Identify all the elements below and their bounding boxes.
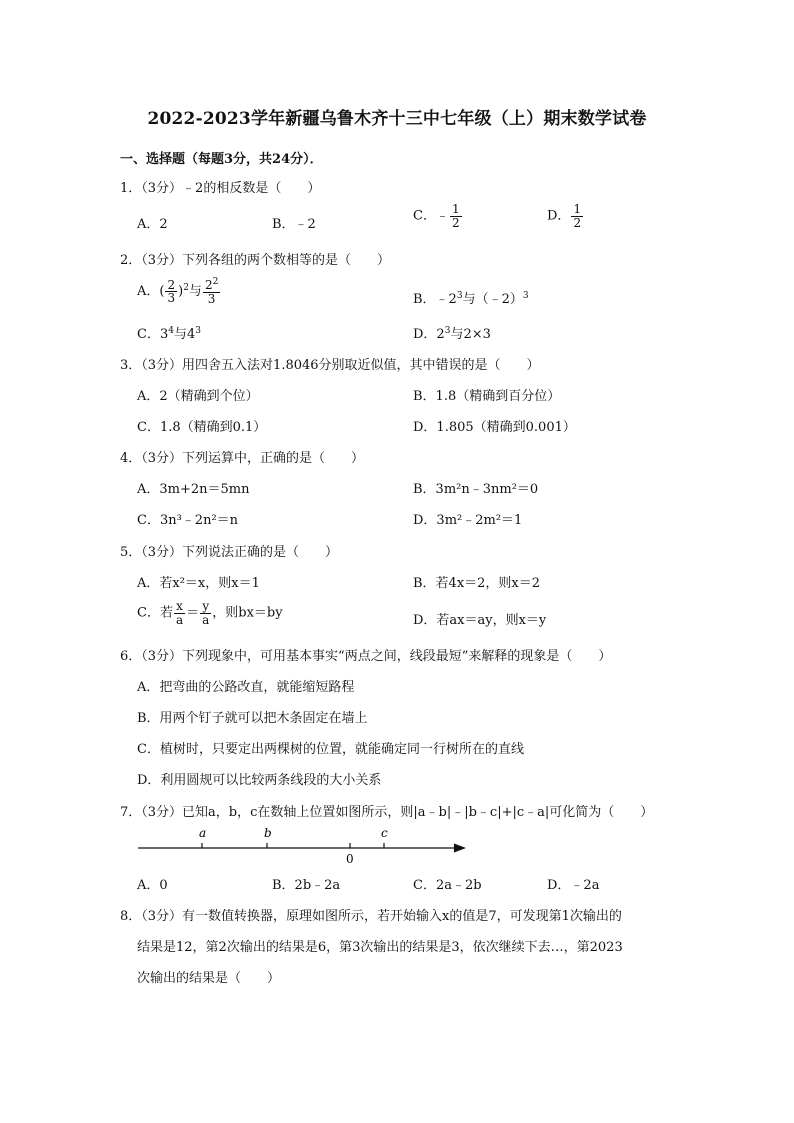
text: ＝ xyxy=(186,605,200,621)
numerator xyxy=(203,278,220,293)
section-heading: 一、选择题（每题3分，共24分）． xyxy=(120,152,323,167)
q5-option-d: D．若ax＝ay，则x＝y xyxy=(413,613,547,628)
numerator: y xyxy=(200,600,211,614)
denominator: 3 xyxy=(207,291,216,306)
label-c: c xyxy=(381,826,388,840)
q1-option-d xyxy=(547,203,584,229)
q7-option-d: D．﹣2a xyxy=(547,878,600,893)
connector: 与 xyxy=(188,284,202,300)
q5-option-b: B．若4x＝2，则x＝2 xyxy=(413,576,541,591)
page-title: 2022-2023学年新疆乌鲁木齐十三中七年级（上）期末数学试卷 xyxy=(147,109,647,129)
q1-option-c xyxy=(413,203,463,229)
text: 与4 xyxy=(173,327,196,342)
q5-option-a: A．若x²＝x，则x＝1 xyxy=(137,576,260,591)
numerator: 1 xyxy=(451,202,460,216)
numerator: 2 xyxy=(167,277,176,292)
question-2-stem: 2．（3分）下列各组的两个数相等的是（ ） xyxy=(120,253,391,268)
q5-option-c xyxy=(137,600,283,626)
q3-option-c: C．1.8（精确到0.1） xyxy=(137,420,267,435)
fraction xyxy=(203,278,220,305)
q2-option-d xyxy=(413,323,491,342)
q7-option-a: A．0 xyxy=(137,878,168,893)
exponent: 2 xyxy=(183,283,189,294)
number-line-figure xyxy=(130,822,475,868)
q1-option-c-prefix: C．﹣ xyxy=(413,208,449,224)
fraction xyxy=(174,600,185,626)
text: C．若 xyxy=(137,605,173,621)
q4-option-a: A．3m+2n＝5mn xyxy=(137,482,250,497)
q2-option-a-prefix: A．( xyxy=(137,284,165,300)
q1-option-c-fraction xyxy=(450,203,462,229)
q6-option-d: D．利用圆规可以比较两条线段的大小关系 xyxy=(137,773,382,788)
q1-option-a: A．2 xyxy=(137,217,168,232)
q3-option-b: B．1.8（精确到百分位） xyxy=(413,389,561,404)
q6-option-c: C．植树时，只要定出两棵树的位置，就能确定同一行树所在的直线 xyxy=(137,742,524,757)
q3-option-d: D．1.805（精确到0.001） xyxy=(413,420,576,435)
text: D．2 xyxy=(413,327,445,342)
text: 与（﹣2） xyxy=(462,292,523,307)
question-4-stem: 4．（3分）下列运算中，正确的是（ ） xyxy=(120,451,365,466)
q7-option-b: B．2b﹣2a xyxy=(272,878,341,893)
denominator: 2 xyxy=(573,215,582,230)
exponent: 3 xyxy=(195,326,201,336)
question-8-line-2: 结果是12，第2次输出的结果是6，第3次输出的结果是3，依次继续下去…，第2023 xyxy=(137,940,623,955)
q2-option-c xyxy=(137,323,201,342)
fraction xyxy=(200,600,211,626)
denominator: 3 xyxy=(167,291,176,306)
question-8-line-3: 次输出的结果是（ ） xyxy=(137,971,281,986)
paren-close: ) xyxy=(178,284,184,300)
q1-option-d-fraction xyxy=(571,203,583,229)
exponent: 3 xyxy=(444,326,451,336)
text: C．3 xyxy=(137,327,169,342)
exponent: 3 xyxy=(456,291,463,301)
question-5-stem: 5．（3分）下列说法正确的是（ ） xyxy=(120,545,339,560)
text: B．﹣2 xyxy=(413,292,457,307)
q4-option-b: B．3m²n﹣3nm²＝0 xyxy=(413,482,539,497)
question-3-stem: 3．（3分）用四舍五入法对1.8046分别取近似值，其中错误的是（ ） xyxy=(120,358,540,373)
q2-option-a xyxy=(137,278,221,305)
exponent: 3 xyxy=(522,291,529,301)
numerator: x xyxy=(174,600,185,614)
q6-option-b: B．用两个钉子就可以把木条固定在墙上 xyxy=(137,711,368,726)
q4-option-c: C．3n³﹣2n²＝n xyxy=(137,513,239,528)
q4-option-d: D．3m²﹣2m²＝1 xyxy=(413,513,523,528)
q7-option-c: C．2a﹣2b xyxy=(413,878,482,893)
numerator: 1 xyxy=(573,202,582,216)
label-zero: 0 xyxy=(346,852,354,866)
question-8-line-1: 8．（3分）有一数值转换器，原理如图所示，若开始输入x的值是7，可发现第1次输出的 xyxy=(120,909,622,924)
q1-option-d-prefix: D． xyxy=(547,208,571,224)
exponent: 4 xyxy=(168,326,174,336)
exponent: 2 xyxy=(212,277,219,287)
q6-option-a: A．把弯曲的公路改直，就能缩短路程 xyxy=(137,680,355,695)
axis-arrow-icon xyxy=(454,844,466,853)
base: 2 xyxy=(204,278,213,292)
text: ，则bx＝by xyxy=(212,605,283,621)
label-a: a xyxy=(199,826,207,840)
fraction xyxy=(165,279,177,305)
denominator: 2 xyxy=(451,215,460,230)
question-6-stem: 6．（3分）下列现象中，可用基本事实“两点之间，线段最短”来解释的现象是（ ） xyxy=(120,649,612,664)
question-1-stem: 1．（3分）﹣2的相反数是（ ） xyxy=(120,181,321,196)
q2-option-b xyxy=(413,288,529,307)
text: 与2×3 xyxy=(450,327,491,342)
denominator: a xyxy=(202,612,210,627)
denominator: a xyxy=(175,612,184,627)
q1-option-b: B．﹣2 xyxy=(272,217,316,232)
question-7-stem: 7．（3分）已知a，b，c在数轴上位置如图所示，则|a﹣b|﹣|b﹣c|+|c﹣a|可化简为（ ） xyxy=(120,805,654,820)
q3-option-a: A．2（精确到个位） xyxy=(137,389,259,404)
label-b: b xyxy=(264,826,272,840)
